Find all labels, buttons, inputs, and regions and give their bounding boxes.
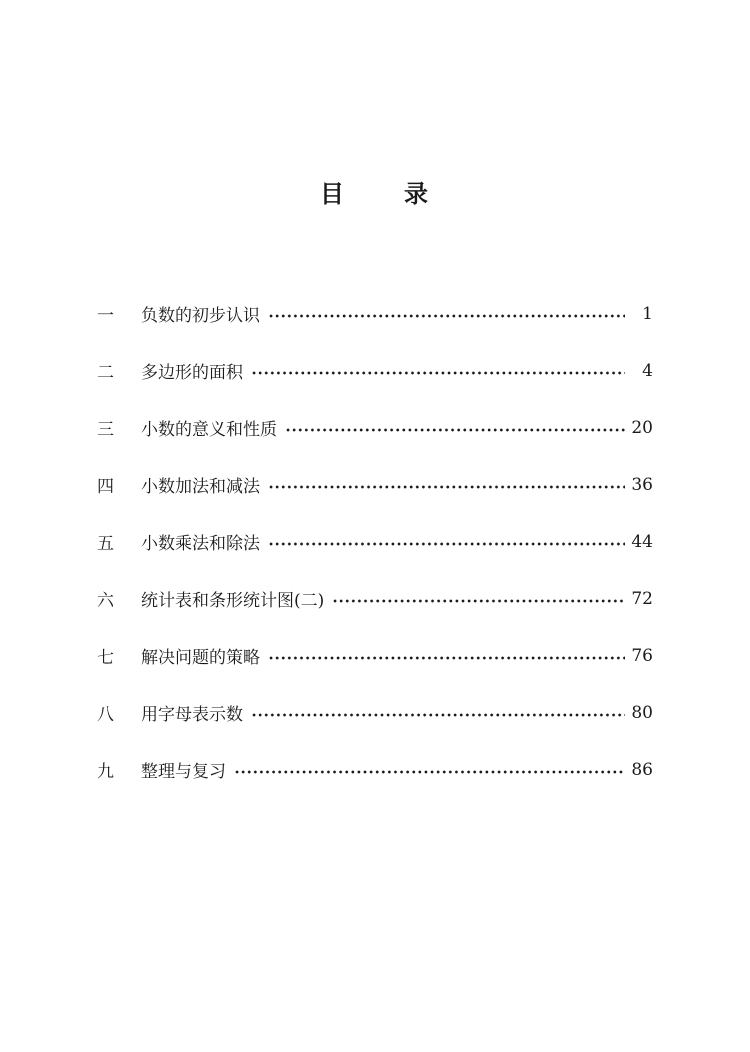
- dot-leader: [234, 770, 625, 774]
- dot-leader: [251, 371, 625, 375]
- page-number: 4: [642, 360, 653, 381]
- page-number: 72: [631, 588, 653, 609]
- chapter-title: 小数乘法和除法: [141, 534, 260, 554]
- chapter-title: 小数加法和减法: [141, 477, 260, 497]
- chapter-number: 二: [97, 363, 114, 383]
- chapter-number: 五: [97, 534, 114, 554]
- chapter-title: 整理与复习: [141, 762, 226, 782]
- chapter-title: 解决问题的策略: [141, 648, 260, 668]
- dot-leader: [251, 713, 625, 717]
- title-char-1: 目: [320, 180, 346, 208]
- dot-leader: [285, 428, 625, 432]
- toc-row-9[interactable]: [97, 741, 653, 798]
- dot-leader: [268, 314, 625, 318]
- page-number: 20: [631, 417, 653, 438]
- chapter-number: 九: [97, 762, 114, 782]
- chapter-number: 三: [97, 420, 114, 440]
- dot-leader: [268, 656, 625, 660]
- toc-row-5[interactable]: [97, 513, 653, 570]
- page-number: 44: [631, 531, 653, 552]
- chapter-title: 小数的意义和性质: [141, 420, 277, 440]
- dot-leader: [332, 599, 625, 603]
- page-number: 1: [642, 303, 653, 324]
- page-number: 86: [631, 759, 653, 780]
- table-of-contents: [97, 285, 653, 798]
- page-title: [0, 174, 750, 209]
- toc-row-3[interactable]: [97, 399, 653, 456]
- chapter-title: 统计表和条形统计图(二): [141, 591, 325, 611]
- chapter-number: 一: [97, 306, 114, 326]
- toc-row-4[interactable]: [97, 456, 653, 513]
- chapter-number: 七: [97, 648, 114, 668]
- page-number: 36: [631, 474, 653, 495]
- toc-row-6[interactable]: [97, 570, 653, 627]
- toc-row-7[interactable]: [97, 627, 653, 684]
- page-number: 76: [631, 645, 653, 666]
- chapter-title: 多边形的面积: [141, 363, 243, 383]
- title-char-2: 录: [404, 180, 430, 208]
- chapter-number: 六: [97, 591, 114, 611]
- toc-row-8[interactable]: [97, 684, 653, 741]
- chapter-title: 负数的初步认识: [141, 306, 260, 326]
- chapter-title: 用字母表示数: [141, 705, 243, 725]
- toc-row-2[interactable]: [97, 342, 653, 399]
- toc-row-1[interactable]: [97, 285, 653, 342]
- page-number: 80: [631, 702, 653, 723]
- dot-leader: [268, 542, 625, 546]
- chapter-number: 四: [97, 477, 114, 497]
- dot-leader: [268, 485, 625, 489]
- chapter-number: 八: [97, 705, 114, 725]
